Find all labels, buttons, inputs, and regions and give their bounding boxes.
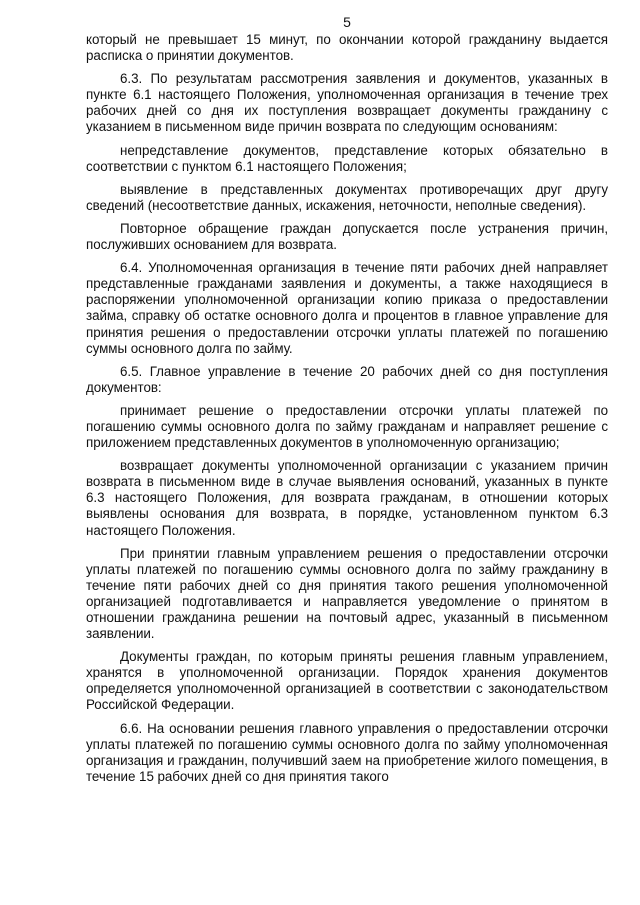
document-body [86,32,608,785]
paragraph-notification: При принятии главным управлением решения о предоставлении отсрочки уплаты платежей по погашению суммы основного долга по займу гражданину в течение пяти рабочих дней со дня принятия такого решения уполномоченной организацией подготавливается и направляется уведомление о принятом в отношении гражданина решении на почтовый адрес, указанный в письменном заявлении. [86,545,608,642]
paragraph-decision: принимает решение о предоставлении отсрочки уплаты платежей по погашению суммы основного долга по займу гражданам и направляет решение с приложением представленных документов в уполномоченную организацию; [86,402,608,451]
paragraph-6-3: 6.3. По результатам рассмотрения заявления и документов, указанных в пункте 6.1 настоящего Положения, уполномоченная организация в течение трех рабочих дней со дня их поступления возвращает документы гражданину с указанием в письменном виде причин возврата по следующим основаниям: [86,71,608,135]
paragraph-ground-2: выявление в представленных документах противоречащих друг другу сведений (несоответствие данных, искажения, неточности, неполные сведения). [86,181,608,213]
paragraph-6-6: 6.6. На основании решения главного управления о предоставлении отсрочки уплаты платежей по погашению суммы основного долга по займу уполномоченная организация и гражданин, получивший заем на приобретение жилого помещения, в течение 15 рабочих дней со дня принятия такого [86,720,608,784]
page-number: 5 [343,14,351,30]
paragraph-storage: Документы граждан, по которым приняты решения главным управлением, хранятся в уполномоченной организации. Порядок хранения документов определяется уполномоченной организацией в соответствии с законодательством Российской Федерации. [86,649,608,713]
paragraph-6-4: 6.4. Уполномоченная организация в течение пяти рабочих дней направляет представленные гражданами заявления и документы, а также находящиеся в распоряжении уполномоченной организации копию приказа о предоставлении займа, справку об остатке основного долга и процентов в главное управление для принятия решения о предоставлении отсрочки уплаты платежей по погашению суммы основного долга по займу. [86,260,608,356]
paragraph-return: возвращает документы уполномоченной организации с указанием причин возврата в письменном виде в случае выявления оснований, указанных в пункте 6.3 настоящего Положения, для возврата гражданам, в отношении которых выявлены основания для возврата, в порядке, установленном пунктом 6.3 настоящего Положения. [86,458,608,538]
paragraph-ground-1: непредставление документов, представление которых обязательно в соответствии с пунктом 6.1 настоящего Положения; [86,142,608,174]
paragraph-repeat-request: Повторное обращение граждан допускается после устранения причин, послуживших основанием для возврата. [86,220,608,253]
paragraph-6-5: 6.5. Главное управление в течение 20 рабочих дней со дня поступления документов: [86,363,608,395]
paragraph-continuation: который не превышает 15 минут, по окончании которой гражданину выдается расписка о принятии документов. [86,32,608,64]
